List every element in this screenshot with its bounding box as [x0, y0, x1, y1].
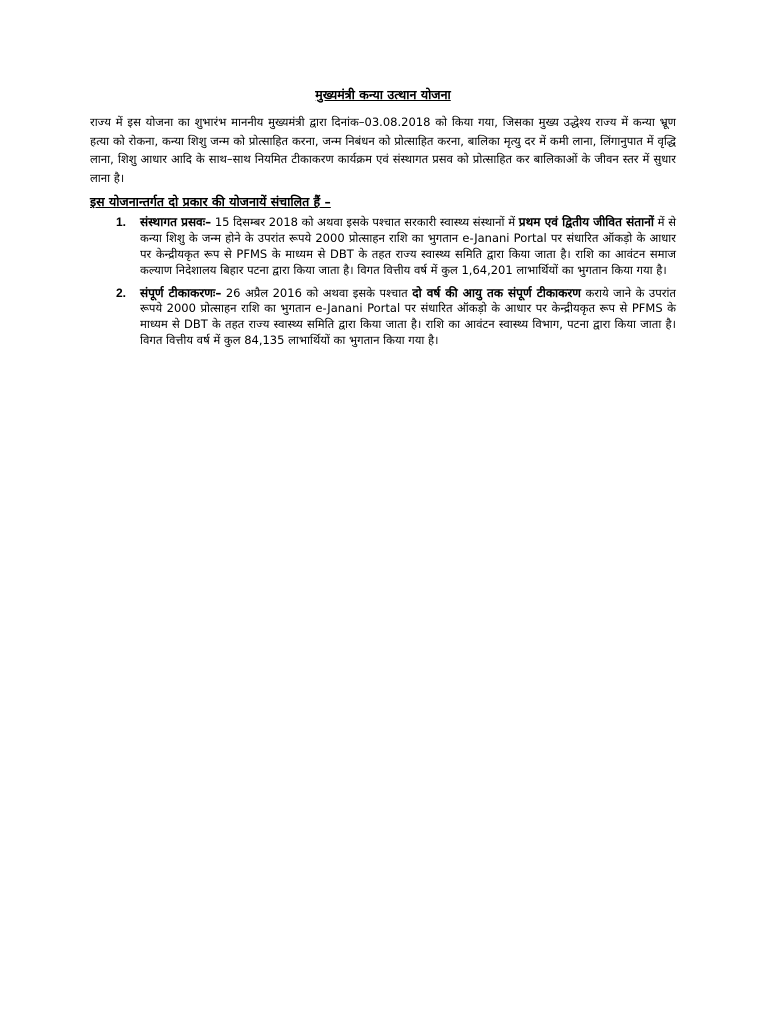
scheme-emphasis: प्रथम एवं द्वितीय जीवित संतानों — [518, 215, 654, 230]
document-page — [90, 86, 676, 356]
scheme-emphasis: दो वर्ष की आयु तक संपूर्ण टीकाकरण — [412, 285, 581, 300]
list-number: 2. — [116, 285, 127, 300]
scheme-label: संस्थागत प्रसवः– — [140, 215, 212, 230]
scheme-label: संपूर्ण टीकाकरणः– — [140, 285, 222, 300]
scheme-list — [90, 215, 676, 348]
list-number: 1. — [116, 215, 127, 230]
scheme-text-part: 26 अप्रैल 2016 को अथवा इसके पश्चात — [221, 285, 413, 300]
scheme-item-full-immunization — [116, 285, 676, 349]
scheme-text-part: कराये जाने के उपरांत रूपये 2000 प्रोत्साहन राशि का भुगतान e-Janani Portal पर संधारित ऑकड़ो के आधार पर केन्द्रीयकृत रूप से PFMS के माध्यम से DBT के तहत राज्य स्वास्थ्य समिति द्वारा किया जाता है। राशि का आवंटन स्वास्थ्य विभाग, पटना द्वारा किया जाता है। विगत वित्तीय वर्ष में कुल 84,135 लाभार्थियों का भुगतान किया गया है। — [140, 285, 676, 347]
scheme-item-institutional-delivery — [116, 215, 676, 278]
document-title: मुख्यमंत्री कन्या उत्थान योजना — [315, 87, 451, 102]
section-heading: इस योजनान्तर्गत दो प्रकार की योजनायें संचालित हैं – — [90, 194, 331, 210]
scheme-text-part: में से कन्या शिशु के जन्म होने के उपरांत रूपये 2000 प्रोत्साहन राशि का भुगतान e-Janani Portal पर संधारित ऑकड़ो के आधार पर केन्द्रीयकृत रूप से PFMS के माध्यम से DBT के तहत राज्य स्वास्थ्य समिति द्वारा किया जाता है। राशि का आवंटन समाज कल्याण निदेशालय बिहार पटना द्वारा किया जाता है। विगत वित्तीय वर्ष में कुल 1,64,201 लाभार्थियों का भुगतान किया गया है। — [140, 215, 676, 277]
intro-paragraph: राज्य में इस योजना का शुभारंभ माननीय मुख्यमंत्री द्वारा दिनांक–03.08.2018 को किया गया, जिसका मुख्य उद्धेश्य राज्य में कन्या भ्रूण हत्या को रोकना, कन्या शिशु जन्म को प्रोत्साहित करना, जन्म निबंधन को प्रोत्साहित करना, बालिका मृत्यु दर में कमी लाना, लिंगानुपात में वृद्धि लाना, शिशु आधार आदि के साथ–साथ नियमित टीकाकरण कार्यक्रम एवं संस्थागत प्रसव को प्रोत्साहित कर बालिकाओं के जीवन स्तर में सुधार लाना है। — [90, 115, 676, 185]
scheme-text-part: 15 दिसम्बर 2018 को अथवा इसके पश्चात सरकारी स्वास्थ्य संस्थानों में — [211, 215, 519, 230]
